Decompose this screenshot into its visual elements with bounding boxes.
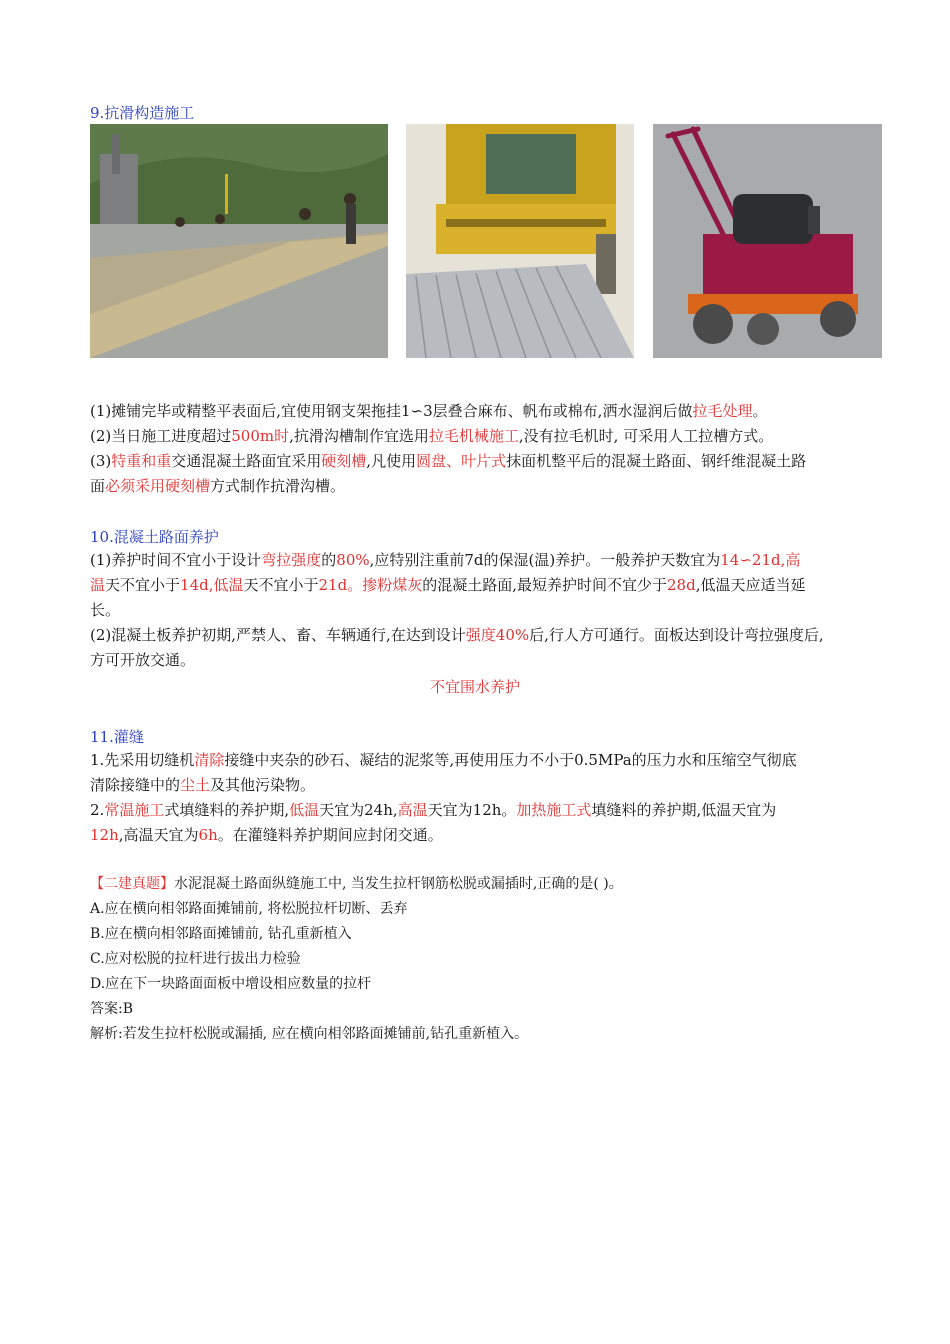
option-d: D.应在下一块路面面板中增设相应数量的拉杆 <box>90 976 372 992</box>
question-tag: 【二建真题】 <box>90 876 174 892</box>
section-11-line-1: 1.先采用切缝机清除接缝中夹杂的砂石、凝结的泥浆等,再使用压力不小于0.5MPa的压力水和压缩空气彻底 <box>90 751 797 769</box>
section-11-line-3: 2.常温施工式填缝料的养护期,低温天宜为24h,高温天宜为12h。加热施工式填缝料的养护期,低温天宜为 <box>90 801 777 819</box>
section-11-line-4: 12h,高温天宜为6h。在灌缝料养护期间应封闭交通。 <box>90 826 443 844</box>
grooving-machine-photo <box>406 124 634 358</box>
section-10-heading: 10.混凝土路面养护 <box>90 528 219 546</box>
section-9-para-3b: 面必须采用硬刻槽方式制作抗滑沟槽。 <box>90 477 346 495</box>
section-10-line-1: (1)养护时间不宜小于设计弯拉强度的80%,应特别注重前7d的保湿(温)养护。一般养护天数宜为14∽21d,高 <box>90 551 801 569</box>
option-b: B.应在横向相邻路面摊铺前, 钻孔重新植入 <box>90 926 352 942</box>
section-10-line-4: (2)混凝土板养护初期,严禁人、畜、车辆通行,在达到设计强度40%后,行人方可通行。面板达到设计弯拉强度后, <box>90 626 824 644</box>
section-9-para-1: (1)摊铺完毕或精整平表面后,宜使用钢支架拖挂1∽3层叠合麻布、帆布或棉布,洒水湿润后做拉毛处理。 <box>90 402 768 420</box>
roughening-machine-photo <box>653 124 882 358</box>
burlap-drag-photo <box>90 124 388 358</box>
curing-note: 不宜围水养护 <box>429 678 520 696</box>
section-10-line-2: 温天不宜小于14d,低温天不宜小于21d。掺粉煤灰的混凝土路面,最短养护时间不宜少于28d,低温天应适当延 <box>90 576 806 594</box>
section-11-line-2: 清除接缝中的尘土及其他污染物。 <box>90 776 316 794</box>
section-11-heading: 11.灌缝 <box>90 728 144 746</box>
analysis: 解析:若发生拉杆松脱或漏插, 应在横向相邻路面摊铺前,钻孔重新植入。 <box>90 1026 529 1042</box>
section-9-heading: 9.抗滑构造施工 <box>90 104 195 122</box>
option-c: C.应对松脱的拉杆进行拔出力检验 <box>90 951 301 967</box>
option-a: A.应在横向相邻路面摊铺前, 将松脱拉杆切断、丢弃 <box>90 901 408 917</box>
section-9-para-3a: (3)特重和重交通混凝土路面宜采用硬刻槽,凡使用圆盘、叶片式抹面机整平后的混凝土路面、钢纤维混凝土路 <box>90 452 807 470</box>
answer: 答案:B <box>90 1001 134 1017</box>
question-stem: 【二建真题】水泥混凝土路面纵缝施工中, 当发生拉杆钢筋松脱或漏插时,正确的是( )。 <box>90 876 623 892</box>
section-9-para-2: (2)当日施工进度超过500m时,抗滑沟槽制作宜选用拉毛机械施工,没有拉毛机时, 可采用人工拉槽方式。 <box>90 427 774 445</box>
section-10-line-3: 长。 <box>90 601 121 619</box>
section-10-line-5: 方可开放交通。 <box>90 651 196 669</box>
